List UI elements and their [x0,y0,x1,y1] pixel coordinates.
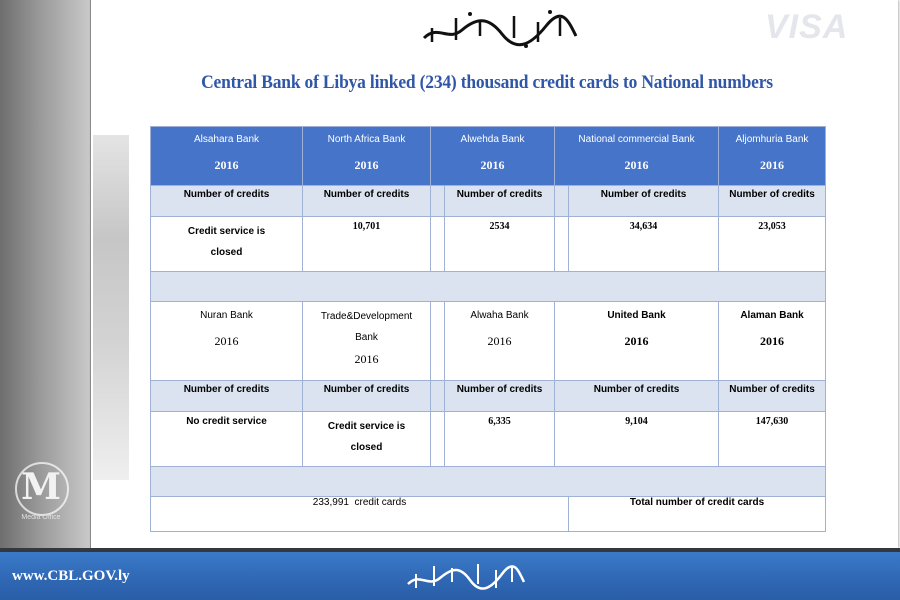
bank-cell: North Africa Bank 2016 [303,127,431,186]
spacer-cell [431,412,445,467]
bank-cell: Alsahara Bank 2016 [151,127,303,186]
credit-cards-table [150,126,826,532]
column-label: Number of credits [555,381,719,412]
bank-cell: Trade&Development Bank 2016 [303,302,431,381]
cbl-footer-logo [404,558,528,594]
footer-bar [0,548,900,600]
value-cell: No credit service [151,412,303,467]
value-cell: Credit service is closed [151,217,303,272]
bank-cell: Aljomhuria Bank 2016 [719,127,826,186]
visa-watermark: VISA [765,8,849,46]
total-row [151,497,826,532]
divider [90,0,91,548]
column-label: Number of credits [151,186,303,217]
value-row-2 [151,412,826,467]
total-value: 233,991 credit cards [151,497,569,532]
column-label: Number of credits [151,381,303,412]
spacer-cell [431,302,445,381]
media-office-logo: M Media Office [12,462,70,526]
value-cell: 9,104 [555,412,719,467]
bank-cell: Alaman Bank 2016 [719,302,826,381]
bank-header-row-2 [151,302,826,381]
value-row-1 [151,217,826,272]
label-row-2 [151,381,826,412]
bank-cell: United Bank 2016 [555,302,719,381]
value-cell: 6,335 [445,412,555,467]
column-label: Number of credits [303,186,431,217]
column-label: Number of credits [719,186,826,217]
spacer-cell [431,217,445,272]
spacer-row [151,467,826,497]
column-label: Number of credits [445,381,555,412]
value-cell: 23,053 [719,217,826,272]
background-photo [93,135,129,480]
page-title: Central Bank of Libya linked (234) thousand credit cards to National numbers [201,72,773,93]
value-cell: 34,634 [569,217,719,272]
website-link[interactable]: www.CBL.GOV.ly [12,568,130,584]
label-row-1 [151,186,826,217]
value-cell: 147,630 [719,412,826,467]
column-label: Number of credits [719,381,826,412]
spacer-cell [555,217,569,272]
column-label: Number of credits [303,381,431,412]
bank-cell: Alwehda Bank 2016 [431,127,555,186]
spacer-cell [431,381,445,412]
column-label: Number of credits [569,186,719,217]
bank-cell: Alwaha Bank 2016 [445,302,555,381]
bank-cell: Nuran Bank 2016 [151,302,303,381]
spacer-cell [431,186,445,217]
spacer-row [151,272,826,302]
total-label: Total number of credit cards [569,497,826,532]
bank-header-row-1 [151,127,826,186]
column-label: Number of credits [445,186,555,217]
bank-cell: National commercial Bank 2016 [555,127,719,186]
value-cell: Credit service is closed [303,412,431,467]
spacer-cell [555,186,569,217]
value-cell: 10,701 [303,217,431,272]
value-cell: 2534 [445,217,555,272]
cbl-arabic-logo [418,6,582,50]
